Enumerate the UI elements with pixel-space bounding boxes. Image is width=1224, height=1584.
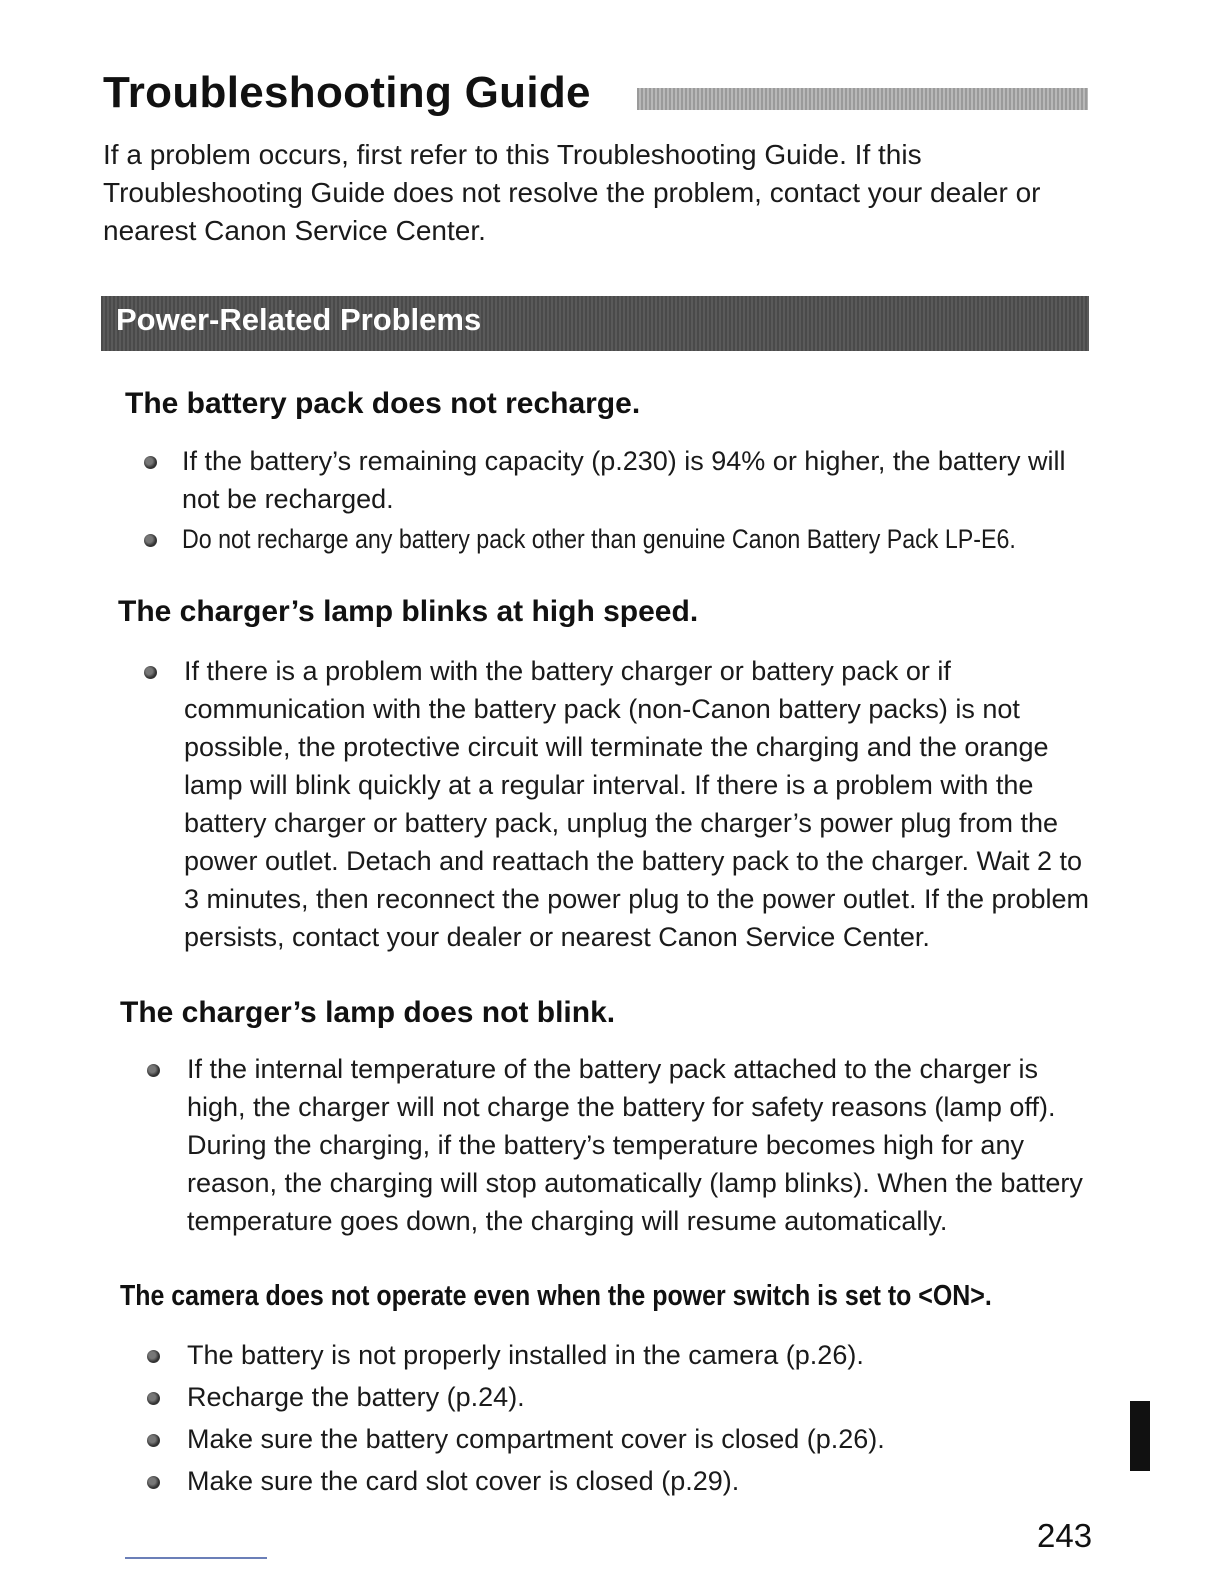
list-item	[145, 1462, 1105, 1500]
bullet-icon	[147, 1064, 160, 1077]
section-banner	[101, 296, 1089, 351]
list-item	[145, 1420, 1105, 1458]
intro-paragraph: If a problem occurs, first refer to this Troubleshooting Guide. If this Troubleshooting Guide does not resolve the problem, contact your dealer or nearest Canon Service Center.	[103, 139, 1041, 246]
title-decorative-bar	[637, 88, 1088, 110]
problem-list-lamp-blinks-fast	[142, 652, 1102, 956]
list-item-text: The battery is not properly installed in the camera (p.26).	[187, 1340, 864, 1370]
list-item-text: Make sure the card slot cover is closed (p.29).	[187, 1466, 740, 1496]
footer-rule	[125, 1557, 267, 1559]
problem-heading-battery-not-recharge: The battery pack does not recharge.	[125, 387, 641, 420]
problem-list-lamp-not-blink	[145, 1050, 1105, 1240]
list-item-text	[182, 520, 1102, 558]
problem-heading-camera-not-operate: The camera does not operate even when the power switch is set to <ON>.	[120, 1280, 992, 1312]
list-item	[145, 1336, 1105, 1374]
list-item-text: If the battery’s remaining capacity (p.230) is 94% or higher, the battery will not be recharged.	[182, 446, 1066, 514]
bullet-icon	[147, 1476, 160, 1489]
list-item	[145, 1378, 1105, 1416]
chapter-thumb-tab	[1130, 1401, 1150, 1471]
bullet-icon	[147, 1392, 160, 1405]
list-item	[142, 442, 1102, 518]
problem-heading-lamp-not-blink: The charger’s lamp does not blink.	[120, 996, 616, 1029]
bullet-icon	[147, 1350, 160, 1363]
section-title: Power-Related Problems	[116, 302, 482, 337]
problem-list-camera-not-operate	[145, 1336, 1105, 1500]
list-item-condensed-text: Do not recharge any battery pack other than genuine Canon Battery Pack LP-E6.	[182, 524, 1016, 554]
list-item-text: Recharge the battery (p.24).	[187, 1382, 525, 1412]
page-title: Troubleshooting Guide	[103, 68, 591, 117]
bullet-icon	[144, 534, 157, 547]
bullet-icon	[144, 666, 157, 679]
title-row	[103, 68, 1088, 128]
bullet-icon	[147, 1434, 160, 1447]
bullet-icon	[144, 456, 157, 469]
problem-heading-lamp-blinks-fast: The charger’s lamp blinks at high speed.	[118, 595, 699, 628]
list-item-text: If the internal temperature of the battery pack attached to the charger is high, the charger will not charge the battery for safety reasons (lamp off). During the charging, if the battery’s temperature becomes high for any reason, the charging will stop automatically (lamp blinks). When the battery temperature goes down, the charging will resume automatically.	[187, 1054, 1083, 1236]
list-item	[145, 1050, 1105, 1240]
list-item	[142, 520, 1102, 558]
problem-list-battery-not-recharge	[142, 442, 1102, 558]
list-item-text: Make sure the battery compartment cover is closed (p.26).	[187, 1424, 885, 1454]
page-number: 243	[1037, 1517, 1093, 1554]
list-item-text: If there is a problem with the battery charger or battery pack or if communication with the battery pack (non-Canon battery packs) is not possible, the protective circuit will terminate the charging and the orange lamp will blink quickly at a regular interval. If there is a problem with the battery charger or battery pack, unplug the charger’s power plug from the power outlet. Detach and reattach the battery pack to the charger. Wait 2 to 3 minutes, then reconnect the power plug to the power outlet. If the problem persists, contact your dealer or nearest Canon Service Center.	[184, 656, 1090, 952]
list-item	[142, 652, 1102, 956]
